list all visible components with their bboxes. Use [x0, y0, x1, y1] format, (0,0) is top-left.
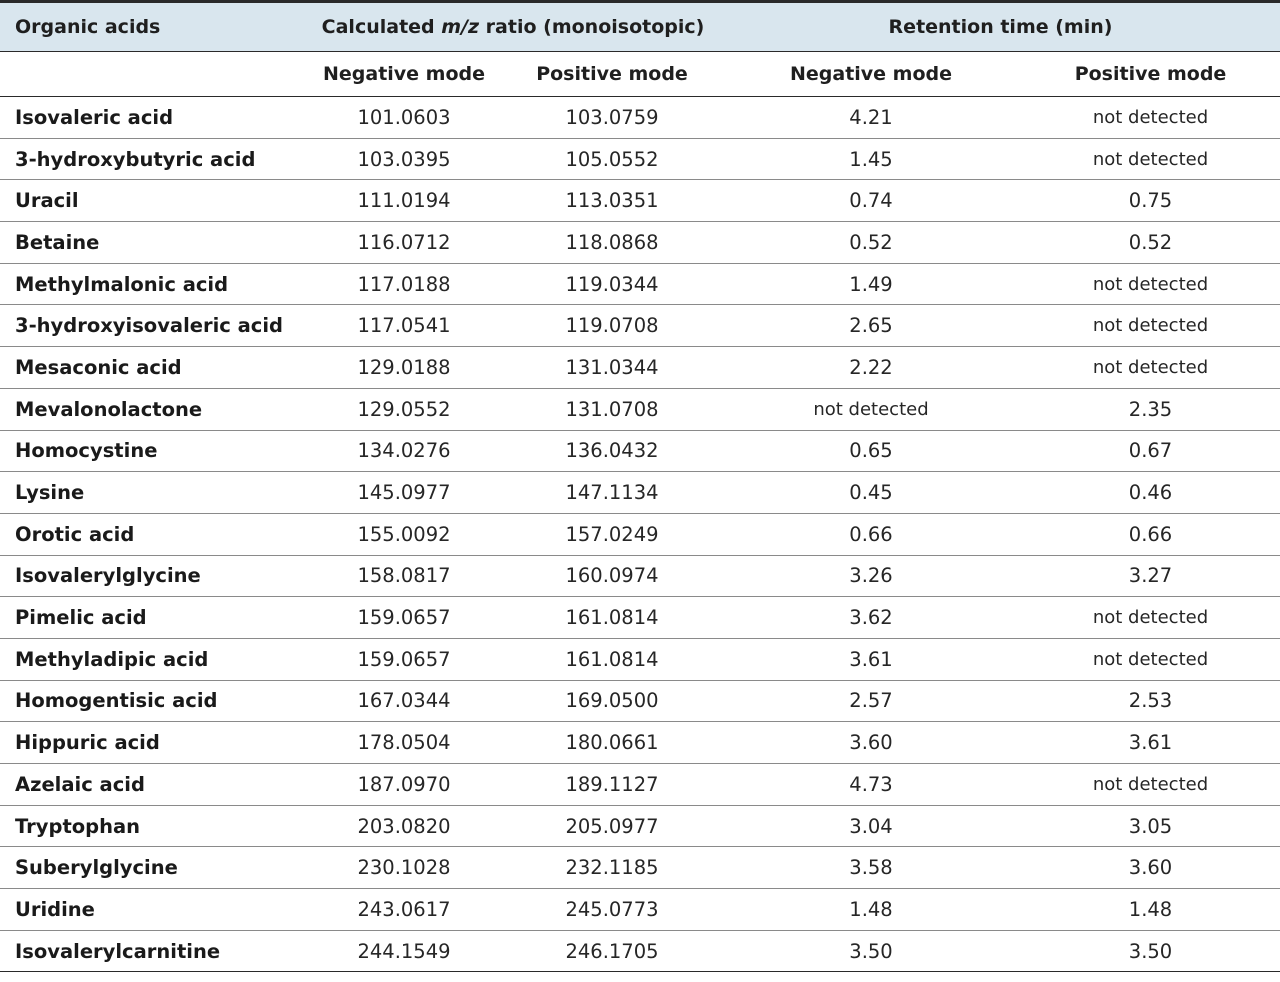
header-mz-ratio: [305, 2, 721, 52]
mz-negative: 243.0617: [305, 889, 503, 931]
rt-positive: 2.35: [1021, 388, 1280, 430]
mz-positive: 246.1705: [503, 930, 721, 972]
rt-negative: 0.52: [721, 222, 1021, 264]
header-rt-negative-mode: Negative mode: [721, 52, 1021, 97]
mz-positive: 157.0249: [503, 513, 721, 555]
header-mz-negative-mode: Negative mode: [305, 52, 503, 97]
acid-name: 3-hydroxyisovaleric acid: [0, 305, 305, 347]
mz-negative: 117.0188: [305, 263, 503, 305]
rt-negative: 2.57: [721, 680, 1021, 722]
mz-positive: 105.0552: [503, 138, 721, 180]
rt-positive: not detected: [1021, 638, 1280, 680]
rt-negative: 3.58: [721, 847, 1021, 889]
acid-name: Mesaconic acid: [0, 347, 305, 389]
acid-name: Betaine: [0, 222, 305, 264]
acid-name: Uracil: [0, 180, 305, 222]
mz-positive: 232.1185: [503, 847, 721, 889]
mz-negative: 187.0970: [305, 764, 503, 806]
rt-positive: not detected: [1021, 347, 1280, 389]
mz-negative: 203.0820: [305, 805, 503, 847]
header-empty-cell: [0, 52, 305, 97]
header-mz-positive-mode: Positive mode: [503, 52, 721, 97]
table-row: [0, 138, 1280, 180]
mz-positive: 136.0432: [503, 430, 721, 472]
table-row: [0, 930, 1280, 972]
table-row: [0, 263, 1280, 305]
rt-negative: 1.45: [721, 138, 1021, 180]
rt-positive: 3.05: [1021, 805, 1280, 847]
mz-positive: 103.0759: [503, 97, 721, 139]
rt-positive: not detected: [1021, 764, 1280, 806]
rt-positive: 3.60: [1021, 847, 1280, 889]
mz-positive: 147.1134: [503, 472, 721, 514]
header-retention-time: Retention time (min): [721, 2, 1280, 52]
mz-positive: 131.0344: [503, 347, 721, 389]
table-row: [0, 222, 1280, 264]
mz-negative: 155.0092: [305, 513, 503, 555]
table-body: [0, 97, 1280, 972]
table-row: [0, 597, 1280, 639]
table-row: [0, 680, 1280, 722]
rt-negative: 1.49: [721, 263, 1021, 305]
mz-positive: 113.0351: [503, 180, 721, 222]
mz-negative: 111.0194: [305, 180, 503, 222]
rt-positive: 0.52: [1021, 222, 1280, 264]
acid-name: 3-hydroxybutyric acid: [0, 138, 305, 180]
table-row: [0, 555, 1280, 597]
rt-positive: 0.46: [1021, 472, 1280, 514]
mz-negative: 230.1028: [305, 847, 503, 889]
header-mz-prefix: Calculated: [321, 16, 442, 38]
mz-negative: 103.0395: [305, 138, 503, 180]
mz-negative: 178.0504: [305, 722, 503, 764]
acid-name: Orotic acid: [0, 513, 305, 555]
mz-positive: 161.0814: [503, 597, 721, 639]
rt-negative: 3.04: [721, 805, 1021, 847]
rt-negative: 3.62: [721, 597, 1021, 639]
table-row: [0, 513, 1280, 555]
mz-positive: 180.0661: [503, 722, 721, 764]
table-row: [0, 430, 1280, 472]
rt-negative: 4.21: [721, 97, 1021, 139]
acid-name: Methyladipic acid: [0, 638, 305, 680]
rt-negative: 0.45: [721, 472, 1021, 514]
acid-name: Pimelic acid: [0, 597, 305, 639]
mz-negative: 129.0552: [305, 388, 503, 430]
table-row: [0, 305, 1280, 347]
mz-negative: 244.1549: [305, 930, 503, 972]
acid-name: Suberylglycine: [0, 847, 305, 889]
table-row: [0, 847, 1280, 889]
table-row: [0, 638, 1280, 680]
table-row: [0, 472, 1280, 514]
rt-positive: not detected: [1021, 263, 1280, 305]
rt-positive: 0.67: [1021, 430, 1280, 472]
mz-positive: 118.0868: [503, 222, 721, 264]
rt-negative: 2.65: [721, 305, 1021, 347]
rt-negative: 2.22: [721, 347, 1021, 389]
rt-negative: not detected: [721, 388, 1021, 430]
rt-negative: 0.65: [721, 430, 1021, 472]
rt-negative: 3.50: [721, 930, 1021, 972]
acid-name: Tryptophan: [0, 805, 305, 847]
mz-positive: 160.0974: [503, 555, 721, 597]
rt-positive: 0.66: [1021, 513, 1280, 555]
mz-negative: 159.0657: [305, 638, 503, 680]
rt-positive: 2.53: [1021, 680, 1280, 722]
mz-negative: 116.0712: [305, 222, 503, 264]
acid-name: Homogentisic acid: [0, 680, 305, 722]
header-rt-positive-mode: Positive mode: [1021, 52, 1280, 97]
rt-positive: 0.75: [1021, 180, 1280, 222]
acid-name: Azelaic acid: [0, 764, 305, 806]
table-header: [0, 2, 1280, 97]
table-row: [0, 97, 1280, 139]
mz-positive: 189.1127: [503, 764, 721, 806]
acid-name: Homocystine: [0, 430, 305, 472]
table-row: [0, 805, 1280, 847]
rt-positive: 3.61: [1021, 722, 1280, 764]
mz-positive: 161.0814: [503, 638, 721, 680]
table-row: [0, 722, 1280, 764]
mz-positive: 119.0344: [503, 263, 721, 305]
acid-name: Hippuric acid: [0, 722, 305, 764]
mz-negative: 158.0817: [305, 555, 503, 597]
mz-positive: 169.0500: [503, 680, 721, 722]
acid-name: Isovalerylglycine: [0, 555, 305, 597]
table-row: [0, 347, 1280, 389]
rt-negative: 4.73: [721, 764, 1021, 806]
header-sub-row: [0, 52, 1280, 97]
mz-positive: 245.0773: [503, 889, 721, 931]
table-row: [0, 889, 1280, 931]
rt-positive: not detected: [1021, 597, 1280, 639]
mz-negative: 159.0657: [305, 597, 503, 639]
mz-negative: 129.0188: [305, 347, 503, 389]
mz-positive: 131.0708: [503, 388, 721, 430]
rt-negative: 3.61: [721, 638, 1021, 680]
rt-positive: 3.50: [1021, 930, 1280, 972]
acid-name: Isovaleric acid: [0, 97, 305, 139]
rt-positive: 1.48: [1021, 889, 1280, 931]
table-row: [0, 180, 1280, 222]
mz-positive: 119.0708: [503, 305, 721, 347]
acid-name: Methylmalonic acid: [0, 263, 305, 305]
rt-positive: 3.27: [1021, 555, 1280, 597]
table-row: [0, 388, 1280, 430]
rt-negative: 0.66: [721, 513, 1021, 555]
acid-name: Lysine: [0, 472, 305, 514]
acid-name: Uridine: [0, 889, 305, 931]
header-mz-italic: m/z: [441, 16, 480, 38]
mz-negative: 145.0977: [305, 472, 503, 514]
header-organic-acids: Organic acids: [0, 2, 305, 52]
mz-negative: 117.0541: [305, 305, 503, 347]
header-group-row: [0, 2, 1280, 52]
mz-negative: 167.0344: [305, 680, 503, 722]
rt-negative: 1.48: [721, 889, 1021, 931]
rt-positive: not detected: [1021, 97, 1280, 139]
mz-positive: 205.0977: [503, 805, 721, 847]
mz-negative: 101.0603: [305, 97, 503, 139]
table-row: [0, 764, 1280, 806]
rt-positive: not detected: [1021, 305, 1280, 347]
acid-name: Isovalerylcarnitine: [0, 930, 305, 972]
header-mz-suffix: ratio (monoisotopic): [479, 16, 705, 38]
rt-negative: 3.60: [721, 722, 1021, 764]
rt-negative: 0.74: [721, 180, 1021, 222]
mz-negative: 134.0276: [305, 430, 503, 472]
acid-name: Mevalonolactone: [0, 388, 305, 430]
rt-negative: 3.26: [721, 555, 1021, 597]
rt-positive: not detected: [1021, 138, 1280, 180]
